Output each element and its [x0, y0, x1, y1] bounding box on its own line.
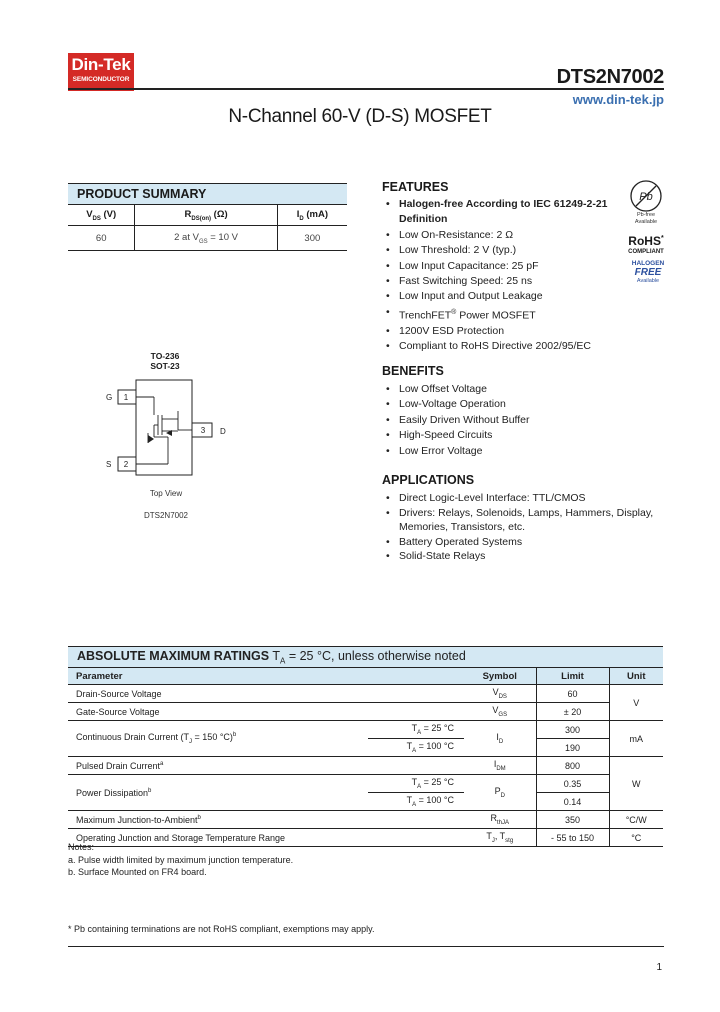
pin2-number: 2 — [123, 460, 129, 469]
benefits-list — [383, 382, 643, 459]
list-item: • Halogen-free According to IEC 61249-2-21 Definition — [383, 197, 623, 228]
list-item: • Battery Operated Systems — [383, 535, 667, 550]
list-item: • Low Offset Voltage — [383, 382, 643, 397]
table-row: Drain-Source Voltage $V_{DS}$ 60 V — [68, 685, 663, 703]
amr-header-parameter: Parameter — [68, 668, 464, 685]
table-row: Maximum Junction-to-Ambient$^b$ $R_{thJA}$ 350 °C/W — [68, 811, 663, 829]
list-item: • 1200V ESD Protection — [383, 324, 623, 339]
amr-header-symbol: Symbol — [464, 668, 536, 685]
pin3-number: 3 — [200, 426, 206, 435]
list-item: • Low Input and Output Leakage — [383, 289, 623, 304]
top-view-label: Top View — [149, 489, 183, 498]
note-b: b. Surface Mounted on FR4 board. — [68, 867, 207, 877]
list-item: • Fast Switching Speed: 25 ns — [383, 274, 623, 289]
pin-s-label: S — [106, 460, 112, 469]
table-row: Continuous Drain Current ($T_J = 150$ °C)$^b$ $T_A = 25$ °C $I_D$ 300 mA — [68, 721, 663, 739]
ps-header-vds: $V_{DS}$ (V) — [68, 205, 135, 226]
list-item: • Low Error Voltage — [383, 444, 643, 459]
list-item: • Direct Logic-Level Interface: TTL/CMOS — [383, 491, 667, 506]
list-item: • Drivers: Relays, Solenoids, Lamps, Hammers, Display, Memories, Transistors, etc. — [383, 506, 667, 535]
package-name: TO-236 SOT-23 — [150, 351, 180, 371]
page-title: N-Channel 60-V (D-S) MOSFET — [228, 106, 492, 127]
list-item: • Low Threshold: 2 V (typ.) — [383, 243, 623, 258]
table-row: $T_A = 100$ °C 190 — [68, 739, 663, 757]
part-number: DTS2N7002 — [556, 66, 664, 88]
notes — [68, 841, 293, 879]
list-item: • Solid-State Relays — [383, 549, 667, 564]
amr-title: ABSOLUTE MAXIMUM RATINGS $T_A = 25$ °C, unless otherwise noted — [68, 647, 663, 668]
applications-list — [383, 491, 667, 564]
product-summary-table — [68, 183, 347, 251]
table-row: Pulsed Drain Current$^a$ $I_{DM}$ 800 W — [68, 757, 663, 775]
table-row: $T_A = 100$ °C 0.14 — [68, 793, 663, 811]
svg-text:Pb: Pb — [639, 191, 653, 203]
amr-header-limit: Limit — [536, 668, 609, 685]
ps-id-value: 300 — [277, 226, 347, 251]
pb-free-icon — [628, 178, 664, 214]
ps-rds-value: 2 at $V_{GS} = 10$ V — [135, 226, 277, 251]
benefits-title: BENEFITS — [382, 364, 444, 378]
amr-header-unit: Unit — [609, 668, 663, 685]
header-rule — [68, 88, 664, 90]
package-diagram — [96, 375, 246, 495]
table-row: Gate-Source Voltage $V_{GS}$ ± 20 — [68, 703, 663, 721]
ps-vds-value: 60 — [68, 226, 135, 251]
rohs-badge: RoHS* COMPLIANT — [628, 234, 664, 255]
list-item: • Compliant to RoHS Directive 2002/95/EC — [383, 339, 623, 354]
note-a: a. Pulse width limited by maximum junction temperature. — [68, 854, 294, 865]
list-item: • Easily Driven Without Buffer — [383, 413, 643, 428]
list-item: • TrenchFET® Power MOSFET — [383, 305, 623, 324]
table-row: Operating Junction and Storage Temperature Range $T_J$, $T_{stg}$ - 55 to 150 °C — [68, 829, 663, 847]
features-title: FEATURES — [382, 180, 449, 194]
notes-title: Notes: — [68, 842, 95, 852]
list-item: • High-Speed Circuits — [383, 428, 643, 443]
features-list — [383, 197, 623, 355]
logo-sub: SEMICONDUCTOR — [72, 76, 130, 83]
product-summary-title: PRODUCT SUMMARY — [68, 184, 347, 205]
halogen-free-badge: HALOGEN FREE Available — [631, 260, 665, 284]
ps-header-rds: $R_{DS(on)}$ (Ω) — [135, 205, 277, 226]
applications-title: APPLICATIONS — [382, 473, 475, 487]
page-number: 1 — [656, 962, 662, 973]
list-item: • Low On-Resistance: 2 Ω — [383, 228, 623, 243]
table-row: Power Dissipation$^b$ $T_A = 25$ °C $P_D$ 0.35 — [68, 775, 663, 793]
pin1-number: 1 — [123, 393, 129, 402]
marking-label: DTS2N7002 — [143, 511, 189, 520]
list-item: • Low Input Capacitance: 25 pF — [383, 259, 623, 274]
logo-brand: Din-Tek — [71, 55, 131, 74]
pb-free-label: Pb-free Available — [634, 212, 658, 225]
list-item: • Low-Voltage Operation — [383, 397, 643, 412]
footer-rule — [68, 946, 664, 947]
pin-d-label: D — [220, 427, 226, 436]
website-link[interactable]: www.din-tek.jp — [572, 92, 664, 107]
ps-header-id: $I_D$ (mA) — [277, 205, 347, 226]
absolute-maximum-ratings-table — [68, 646, 663, 847]
pin-g-label: G — [106, 393, 113, 402]
rohs-footnote: * Pb containing terminations are not RoHS compliant, exemptions may apply. — [68, 924, 375, 934]
company-logo — [68, 53, 134, 91]
